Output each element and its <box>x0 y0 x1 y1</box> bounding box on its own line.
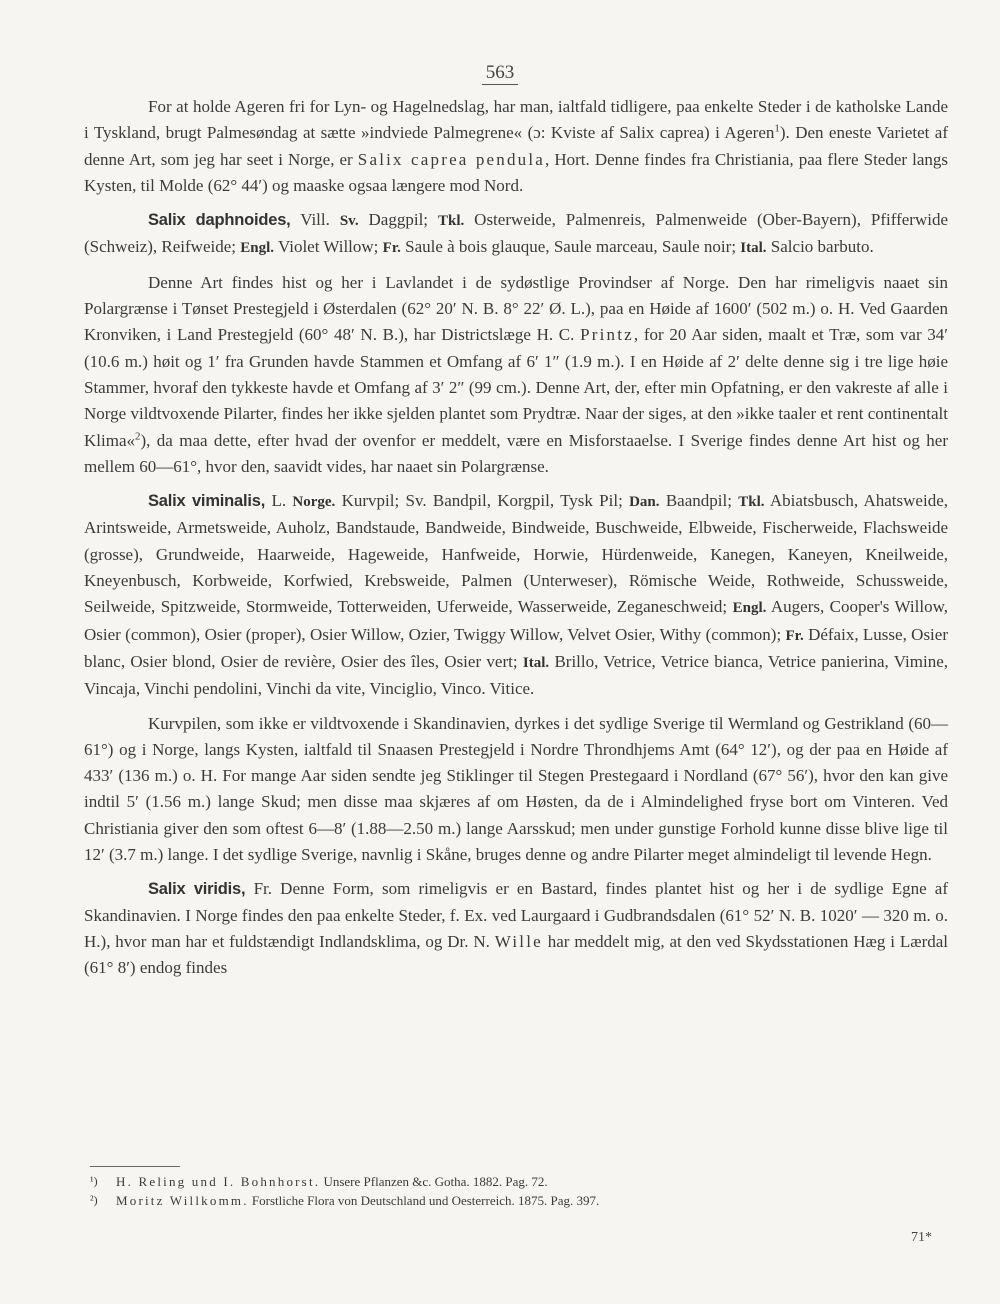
entry-salix-viminalis: Salix viminalis, L. Norge. Kurvpil; Sv. Bandpil, Korgpil, Tysk Pil; Dan. Baandpil; Tkl. Abiatsbusch, Ahatsweide, Arintsweide, Armetsweide, Auholz, Bandstaude, Bandweide, Bindweide, Buschweide, Elbweide, Fischerweide, Flachsweide (grosse), Grundweide, Haarweide, Hageweide, Hanfweide, Horwie, Hürdenweide, Kanegen, Kaneyen, Kneilweide, Kneyenbusch, Korbweide, Korfwied, Krebsweide, Palmen (Unterweser), Römische Weide, Rothweide, Schussweide, Seilweide, Spitzweide, Stormweide, Totterweiden, Uferweide, Wasserweide, Zeganeschweid; Engl. Augers, Cooper's Willow, Osier (common), Osier (proper), Osier Willow, Ozier, Twiggy Willow, Velvet Osier, Withy (common); Fr. Défaix, Lusse, Osier blanc, Osier blond, Osier de revière, Osier des îles, Osier vert; Ital. Brillo, Vetrice, Vetrice bianca, Vetrice panierina, Vimine, Vincaja, Vinchi pendolini, Vinchi da vite, Vinciglio, Vinco. Vitice. <box>84 491 948 699</box>
footnote-1: ¹) H. Reling und I. Bohnhorst. Unsere Pflanzen &c. Gotha. 1882. Pag. 72. <box>90 1174 548 1189</box>
main-text <box>84 94 948 990</box>
footnote-mark: ¹) <box>90 1174 98 1188</box>
footnote-author: Moritz Willkomm. <box>116 1193 249 1208</box>
lang-label: Ital. <box>740 240 767 257</box>
lang-label: Tkl. <box>437 213 465 230</box>
footnote-ref-1[interactable]: 1 <box>774 122 780 135</box>
lang-label: Norge. <box>292 494 336 511</box>
species-heading: Salix viridis, <box>148 880 246 899</box>
lang-label: Fr. <box>785 627 804 644</box>
entry-salix-viridis: Salix viridis, Fr. Denne Form, som rimeligvis er en Bastard, findes plantet hist og her i de sydlige Egne af Skandinavien. I Norge findes den paa enkelte Steder, f. Ex. ved Laurgaard i Gudbrandsdalen (61° 52′ N. B. 1020′ — 320 m. o. H.), hvor man har et fuldstændigt Indlandsklima, og Dr. N. Wille har meddelt mig, at den ved Skydsstationen Hæg i Lærdal (61° 8′) endog findes <box>84 879 948 978</box>
page-number: 563 <box>0 62 1000 84</box>
lang-label: Dan. <box>629 494 660 511</box>
footnote-ref-2[interactable]: 2 <box>135 429 141 442</box>
species-heading: Salix daphnoides, <box>148 211 291 230</box>
variety-name: Salix caprea pendula <box>357 149 546 169</box>
paragraph-daphnoides-distribution: Denne Art findes hist og her i Lavlandet i de sydøstlige Provindser af Norge. Den har rimeligvis naaet sin Polargrænse i Tønset Prestegjeld i Østerdalen (62° 20′ N. B. 8° 22′ Ø. L.), paa en Høide af 1600′ (502 m.) o. H. Ved Gaarden Kronviken, i Land Prestegjeld (60° 48′ N. B.), har Districtslæge H. C. Printz, for 20 Aar siden, maalt et Træ, som var 34′ (10.6 m.) høit og 1′ fra Grunden havde Stammen et Omfang af 6′ 1″ (1.9 m.). I en Høide af 2′ delte denne sig i tre lige høie Stammer, hvoraf den tykkeste havde et Omfang af 3′ 2″ (99 cm.). Denne Art, der, efter min Opfatning, er den vakreste af alle i Norge vildtvoxende Pilarter, findes her ikke sjelden plantet som Prydtræ. Naar der siges, at den »ikke taaler et rent continentalt Klima«$^2$), da maa dette, efter hvad der ovenfor er meddelt, være en Misforstaaelse. I Sverige findes denne Art hist og her mellem 60—61°, hvor den, saavidt vides, har naaet sin Polargrænse. <box>84 272 949 476</box>
paragraph-kurvpil: Kurvpilen, som ikke er vildtvoxende i Skandinavien, dyrkes i det sydlige Sverige til Wermland og Gestrikland (60—61°) og i Norge, langs Kysten, ialtfald til Snaasen Prestegjeld i Nordre Throndhjems Amt (64° 12′), og der paa en Høide af 433′ (136 m.) o. H. For mange Aar siden sendte jeg Stiklinger til Stegen Prestegaard i Nordland (67° 56′), hvor den kan give indtil 5′ (1.56 m.) lange Skud; men disse maa skjæres af om Høsten, da de i Almindelighed fryse bort om Vinteren. Ved Christiania giver den som oftest 6—8′ (1.88—2.50 m.) lange Aarsskud; men under gunstige Forhold kunne disse blive lige til 12′ (3.7 m.) lange. I det sydlige Sverige, navnlig i Skåne, bruges denne og andre Pilarter meget almindeligt til levende Hegn. <box>84 713 948 865</box>
footnote-mark: ²) <box>90 1193 98 1207</box>
signature-mark: 71* <box>911 1230 932 1245</box>
footnote-2: ²) Moritz Willkomm. Forstliche Flora von Deutschland und Oesterreich. 1875. Pag. 397. <box>90 1193 600 1208</box>
footnote-divider <box>90 1166 180 1167</box>
lang-label: Engl. <box>240 240 275 257</box>
footnotes <box>90 1172 956 1210</box>
lang-label: Tkl. <box>738 494 765 511</box>
person-name: Printz <box>580 325 634 345</box>
lang-label: Sv. <box>339 213 359 230</box>
footnote-author: H. Reling und I. Bohnhorst. <box>116 1174 321 1189</box>
entry-salix-daphnoides: Salix daphnoides, Vill. Sv. Daggpil; Tkl. Osterweide, Palmenreis, Palmenweide (Ober-Bayern), Pfifferwide (Schweiz), Reifweide; Engl. Violet Willow; Fr. Saule à bois glauque, Saule marceau, Saule noir; Ital. Salcio barbuto. <box>84 210 949 257</box>
paragraph-salix-caprea: For at holde Ageren fri for Lyn- og Hagelnedslag, har man, ialtfald tidligere, paa enkelte Steder i de katholske Lande i Tyskland, brugt Palmesøndag at sætte »indviede Palmegrene« (ɔ: Kviste af Salix caprea) i Ageren$^1$). Den eneste Varietet af denne Art, som jeg har seet i Norge, er Salix caprea pendula, Hort. Denne findes fra Christiania, paa flere Steder langs Kysten, til Molde (62° 44′) og maaske ogsaa længere mod Nord. <box>84 97 948 195</box>
species-heading: Salix viminalis, <box>148 492 266 511</box>
person-name: Wille <box>494 931 543 951</box>
lang-label: Ital. <box>522 654 550 671</box>
lang-label: Fr. <box>382 240 401 257</box>
lang-label: Engl. <box>732 600 767 617</box>
